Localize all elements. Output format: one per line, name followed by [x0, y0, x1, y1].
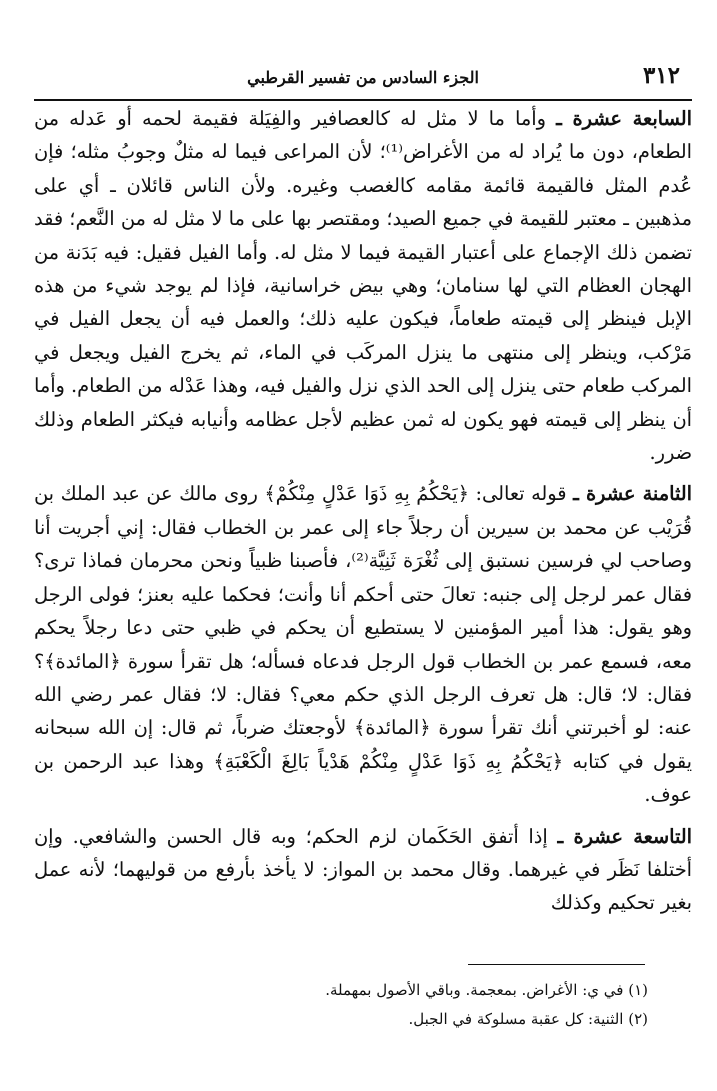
page-number: ٣١٢ — [642, 62, 680, 89]
paragraph-heading: التاسعة عشرة ـ — [557, 824, 692, 848]
paragraph-heading: الثامنة عشرة ـ — [573, 482, 692, 506]
paragraph-seventeenth — [34, 102, 692, 469]
paragraph-text: وأما ما لا مثل له كالعصافير والفِيَلة فقيمة لحمه أو عَدله من الطعام، دون ما يُراد له من الأغراض⁽¹⁾؛ لأن المراعى فيما له مثلٌ وجوبُ مثله؛ فإن عُدم المثل فالقيمة قائمة مقامه كالغصب وغيره. ولأن الناس قائلان ـ أي على مذهبين ـ معتبر للقيمة في جميع الصيد؛ ومقتصر بها على ما لا مثل له من النَّعم؛ فقد تضمن ذلك الإجماع على أعتبار القيمة فيما لا مثل له. وأما الفيل فقيل: فيه بَدَنة من الهجان العظام التي لها سنامان؛ وهي بيض خراسانية، فإذا لم يوجد شيء من هذه الإبل فينظر إلى قيمته طعاماً، فيكون عليه ذلك؛ والعمل فيه أن يجعل الفيل في مَرْكب، وينظر إلى منتهى ما ينزل المركَب في الماء، ثم يخرج الفيل ويجعل في المركب طعام حتى ينزل إلى الحد الذي نزل والفيل فيه، وهذا عَدْله من الطعام. وأما أن ينظر إلى قيمته فهو يكون له ثمن عظيم لأجل عظامه وأنيابه فيكثر الطعام وذلك ضرر. — [34, 107, 692, 465]
running-title: الجزء السادس من تفسير القرطبي — [247, 68, 479, 87]
paragraph-heading: السابعة عشرة ـ — [556, 107, 692, 130]
paragraph-text: قوله تعالى: ﴿يَحْكُمُ بِهِ ذَوَا عَدْلٍ مِنْكُمْ﴾ روى مالك عن عبد الملك بن قُرَيْب عن محمد بن سيرين أن رجلاً جاء إلى عمر بن الخطاب فقال: إني أجريت أنا وصاحب لي فرسين نستبق إلى ثُغْرَة ثَنِيَّة⁽²⁾، فأصبنا ظبياً ونحن محرمان فماذا ترى؟ فقال عمر لرجل إلى جنبه: تعالَ حتى أحكم أنا وأنت؛ فحكما عليه بعنز؛ فولى الرجل وهو يقول: هذا أمير المؤمنين لا يستطيع أن يحكم في ظبي حتى دعا رجلاً يحكم معه، فسمع عمر بن الخطاب قول الرجل فدعاه فسأله؛ هل تقرأ سورة ﴿المائدة﴾؟ فقال: لا؛ قال: هل تعرف الرجل الذي حكم معي؟ فقال: لا؛ فقال عمر رضي الله عنه: لو أخبرتني أنك تقرأ سورة ﴿المائدة﴾ لأوجعتك ضرباً، ثم قال: إن الله سبحانه يقول في كتابه ﴿يَحْكُمُ بِهِ ذَوَا عَدْلٍ مِنْكُمْ هَدْياً بَالِغَ الْكَعْبَةِ﴾ وهذا عبد الرحمن بن عوف. — [34, 482, 692, 807]
paragraph-nineteenth — [34, 820, 692, 920]
footnotes — [34, 976, 648, 1034]
paragraph-text: إذا أتفق الحَكَمان لزم الحكم؛ وبه قال الحسن والشافعي. وإن أختلفا نَظَر في غيرهما. وقال محمد بن المواز: لا يأخذ بأرفع من قوليهما؛ لأنه عمل بغير تحكيم وكذلك — [34, 824, 692, 915]
footnote-2: (٢) الثنية: كل عقبة مسلوكة في الجبل. — [408, 1010, 648, 1028]
footnote-1: (١) في ي: الأغراض. بمعجمة. وباقي الأصول بمهملة. — [325, 981, 648, 999]
paragraph-eighteenth — [34, 477, 692, 811]
main-text — [34, 102, 692, 920]
footnote-rule — [468, 964, 645, 965]
header-rule — [34, 99, 692, 101]
page-header — [34, 60, 692, 96]
